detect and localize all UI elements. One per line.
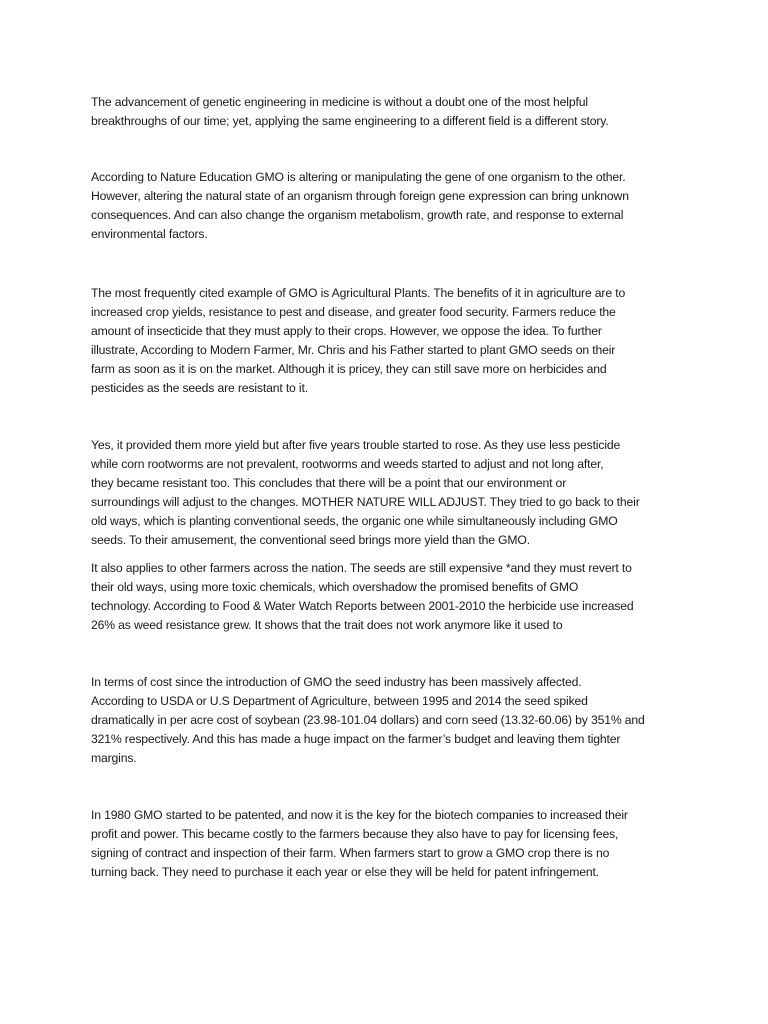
text-line: breakthroughs of our time; yet, applying the same engineering to a different field is a different story. <box>91 114 609 128</box>
text-line: 321% respectively. And this has made a huge impact on the farmer’s budget and leaving them tighter <box>91 732 621 746</box>
text-line: pesticides as the seeds are resistant to it. <box>91 381 308 395</box>
text-line: In 1980 GMO started to be patented, and now it is the key for the biotech companies to increased their <box>91 808 628 822</box>
text-line: In terms of cost since the introduction of GMO the seed industry has been massively affected. <box>91 675 582 689</box>
paragraph-patents <box>91 806 681 882</box>
paragraph-seed-cost <box>91 673 681 768</box>
text-line: illustrate, According to Modern Farmer, Mr. Chris and his Father started to plant GMO seeds on their <box>91 343 616 357</box>
text-line: they became resistant too. This concludes that there will be a point that our environment or <box>91 476 567 490</box>
text-line: profit and power. This became costly to the farmers because they also have to pay for licensing fees, <box>91 827 619 841</box>
text-line: However, altering the natural state of an organism through foreign gene expression can bring unknown <box>91 189 629 203</box>
text-line: 26% as weed resistance grew. It shows that the trait does not work anymore like it used to <box>91 618 563 632</box>
text-line: amount of insecticide that they must apply to their crops. However, we oppose the idea. To further <box>91 324 602 338</box>
text-line: increased crop yields, resistance to pest and disease, and greater food security. Farmers reduce the <box>91 305 616 319</box>
paragraph-resistance <box>91 436 681 550</box>
text-line: surroundings will adjust to the changes. MOTHER NATURE WILL ADJUST. They tried to go back to their <box>91 495 640 509</box>
text-line: signing of contract and inspection of their farm. When farmers start to grow a GMO crop there is no <box>91 846 610 860</box>
text-line: According to USDA or U.S Department of Agriculture, between 1995 and 2014 the seed spiked <box>91 694 588 708</box>
text-line: environmental factors. <box>91 227 208 241</box>
text-line: seeds. To their amusement, the conventional seed brings more yield than the GMO. <box>91 533 530 547</box>
paragraph-agricultural-plants <box>91 284 681 398</box>
paragraph-introduction <box>91 93 681 131</box>
text-line: technology. According to Food & Water Watch Reports between 2001-2010 the herbicide use increased <box>91 599 634 613</box>
text-line: According to Nature Education GMO is altering or manipulating the gene of one organism to the other. <box>91 170 626 184</box>
text-line: The most frequently cited example of GMO is Agricultural Plants. The benefits of it in agriculture are to <box>91 286 626 300</box>
text-line: old ways, which is planting conventional seeds, the organic one while simultaneously including GMO <box>91 514 618 528</box>
text-line: The advancement of genetic engineering in medicine is without a doubt one of the most helpful <box>91 95 588 109</box>
text-line: while corn rootworms are not prevalent, rootworms and weeds started to adjust and not long after, <box>91 457 604 471</box>
text-line: margins. <box>91 751 137 765</box>
text-line: their old ways, using more toxic chemicals, which overshadow the promised benefits of GMO <box>91 580 579 594</box>
text-line: consequences. And can also change the organism metabolism, growth rate, and response to external <box>91 208 624 222</box>
text-line: turning back. They need to purchase it each year or else they will be held for patent infringement. <box>91 865 599 879</box>
text-line: It also applies to other farmers across the nation. The seeds are still expensive *and they must revert to <box>91 561 632 575</box>
text-line: farm as soon as it is on the market. Although it is pricey, they can still save more on herbicides and <box>91 362 607 376</box>
paragraph-other-farmers <box>91 559 681 635</box>
paragraph-gmo-definition <box>91 168 681 244</box>
text-line: Yes, it provided them more yield but after five years trouble started to rose. As they use less pesticide <box>91 438 621 452</box>
text-line: dramatically in per acre cost of soybean (23.98-101.04 dollars) and corn seed (13.32-60.06) by 351% and <box>91 713 645 727</box>
